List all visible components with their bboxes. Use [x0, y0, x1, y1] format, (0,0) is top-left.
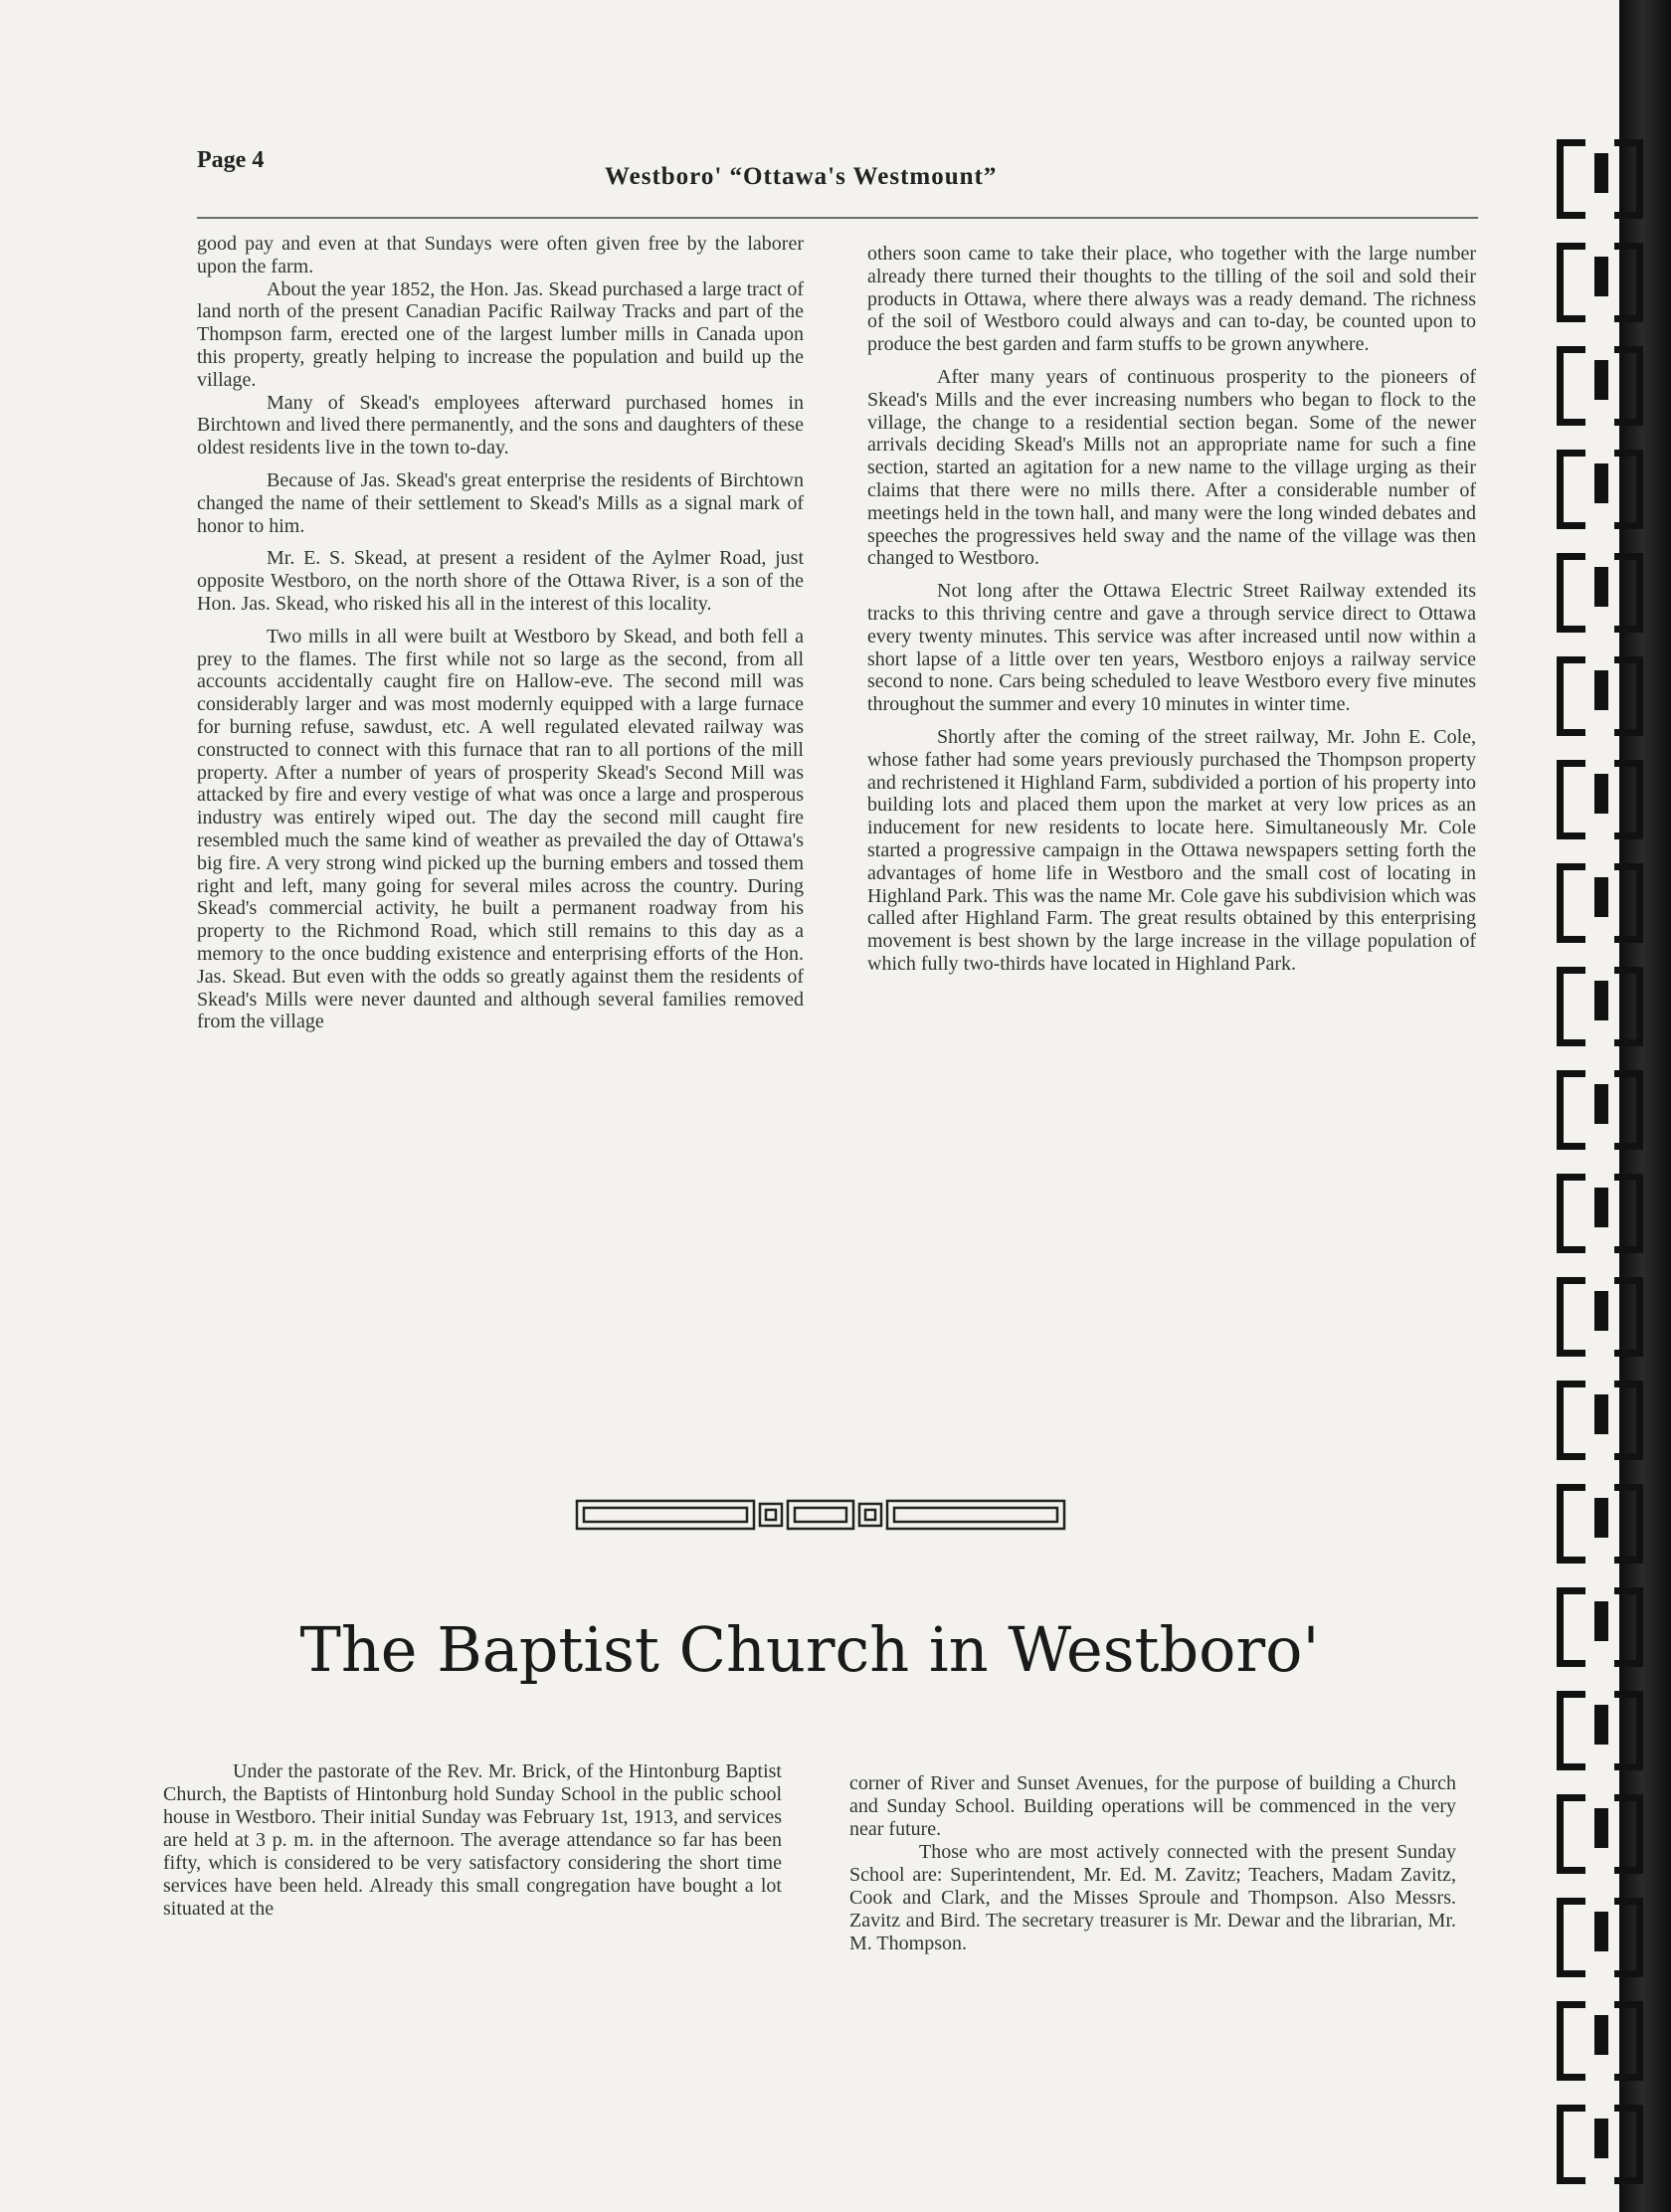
binding-ring-icon	[1557, 450, 1666, 515]
binding-ring-icon	[1557, 1898, 1666, 1963]
binding-ring-icon	[1557, 1794, 1666, 1860]
binding-ring-icon	[1557, 1484, 1666, 1550]
binding-ring-icon	[1557, 346, 1666, 412]
binding-ring-icon	[1557, 1277, 1666, 1343]
binding-ring-icon	[1557, 1070, 1666, 1136]
article-right-column	[867, 243, 1476, 976]
binding-ring-icon	[1557, 967, 1666, 1032]
page-header	[197, 147, 1480, 203]
paragraph: After many years of continuous prosperity to the pioneers of Skead's Mills and the ever increasing numbers who began to flock to the village, the change to a residential section began. Some of the newer arrivals deciding Skead's Mills not an appropriate name for such a fine section, started an agitation for a new name to the village urging as their claims that there were no mills there. After a considerable number of meetings held in the town hall, and many were the long winded debates and speeches the progressives held sway and the name of the village was then changed to Westboro.	[867, 365, 1476, 570]
ornament-divider-icon	[575, 1497, 1066, 1533]
paragraph: Not long after the Ottawa Electric Street Railway extended its tracks to this thriving centre and gave a through service direct to Ottawa every twenty minutes. This service was after increased until now within a short lapse of a little over ten years, Westboro enjoys a railway service second to none. Cars being scheduled to leave Westboro every five minutes throughout the summer and every 10 minutes in winter time.	[867, 580, 1476, 716]
binding-ring-icon	[1557, 553, 1666, 619]
paragraph: corner of River and Sunset Avenues, for the purpose of building a Church and Sunday School. Building operations will be commenced in the very near future.	[849, 1772, 1456, 1840]
section-left-column	[163, 1760, 782, 1921]
paragraph: Under the pastorate of the Rev. Mr. Brick, of the Hintonburg Baptist Church, the Baptists of Hintonburg hold Sunday School in the public school house in Westboro. Their initial Sunday was February 1st, 1913, and services are held at 3 p. m. in the afternoon. The average attendance so far has been fifty, which is considered to be very satisfactory considering the short time services have been held. Already this small congregation have bought a lot situated at the	[163, 1760, 782, 1920]
paragraph: Because of Jas. Skead's great enterprise the residents of Birchtown changed the name of their settlement to Skead's Mills as a signal mark of honor to him.	[197, 468, 804, 537]
running-title: Westboro' “Ottawa's Westmount”	[605, 163, 998, 190]
binding-ring-icon	[1557, 243, 1666, 308]
paragraph: Two mills in all were built at Westboro by Skead, and both fell a prey to the flames. The first while not so large as the second, from all accounts accidentally caught fire on Hallow-eve. The second mill was considerably larger and was most modernly equipped with a large furnace for burning refuse, sawdust, etc. A well regulated elevated railway was constructed to connect with this furnace that ran to all portions of the mill property. After a number of years of prosperity Skead's Second Mill was attacked by fire and every vestige of what was once a large and prosperous industry was entirely wiped out. The day the second mill caught fire resembled much the same kind of weather as prevailed the day of Ottawa's big fire. A very strong wind picked up the burning embers and tossed them right and left, many going for several miles across the country. During Skead's commercial activity, he built a permanent roadway from his property to the Richmond Road, which still remains to this day as a memory to the once budding existence and enterprising efforts of the Hon. Jas. Skead. But even with the odds so greatly against them the residents of Skead's Mills were never daunted and although several families removed from the village	[197, 625, 804, 1033]
article-left-column	[197, 233, 804, 1033]
binding-ring-icon	[1557, 2105, 1666, 2170]
binding-ring-icon	[1557, 1381, 1666, 1446]
header-divider	[197, 217, 1478, 219]
binding-ring-icon	[1557, 2001, 1666, 2067]
binding-ring-icon	[1557, 139, 1666, 205]
page-number: Page 4	[197, 147, 265, 173]
binding-ring-icon	[1557, 656, 1666, 722]
binding-ring-icon	[1557, 1691, 1666, 1756]
paragraph: Mr. E. S. Skead, at present a resident of the Aylmer Road, just opposite Westboro, on the north shore of the Ottawa River, is a son of the Hon. Jas. Skead, who risked his all in the interest of this locality.	[197, 547, 804, 615]
paragraph: good pay and even at that Sundays were often given free by the laborer upon the farm.	[197, 233, 804, 277]
section-right-column	[849, 1772, 1456, 1955]
binding-ring-icon	[1557, 1174, 1666, 1239]
section-title: The Baptist Church in Westboro'	[299, 1613, 1320, 1686]
paragraph: About the year 1852, the Hon. Jas. Skead purchased a large tract of land north of the present Canadian Pacific Railway Tracks and part of the Thompson farm, erected one of the largest lumber mills in Canada upon this property, greatly helping to increase the population and build up the village.	[197, 277, 804, 391]
binding-ring-icon	[1557, 1587, 1666, 1653]
binding-ring-icon	[1557, 760, 1666, 826]
paragraph: Those who are most actively connected with the present Sunday School are: Superintendent, Mr. Ed. M. Zavitz; Teachers, Madam Zavitz, Cook and Clark, and the Misses Sproule and Thompson. Also Messrs. Zavitz and Bird. The secretary treasurer is Mr. Dewar and the librarian, Mr. M. Thompson.	[849, 1841, 1456, 1954]
paragraph: Many of Skead's employees afterward purchased homes in Birchtown and lived there permanently, and the sons and daughters of these oldest residents live in the town to-day.	[197, 391, 804, 460]
binding-ring-icon	[1557, 863, 1666, 929]
paragraph: Shortly after the coming of the street railway, Mr. John E. Cole, whose father had some years previously purchased the Thompson property and rechristened it Highland Farm, subdivided a portion of his property into building lots and placed them upon the market at very low prices as an inducement for new residents to locate here. Simultaneously Mr. Cole started a progressive campaign in the Ottawa newspapers setting forth the advantages of home life in Westboro and the small cost of locating in Highland Park. This was the name Mr. Cole gave his subdivision which was called after Highland Farm. The great results obtained by this enterprising movement is best shown by the large increase in the village population of which fully two-thirds have located in Highland Park.	[867, 725, 1476, 975]
paragraph: others soon came to take their place, who together with the large number already there turned their thoughts to the tilling of the soil and sold their products in Ottawa, where there always was a ready demand. The richness of the soil of Westboro could always and can to-day, be counted upon to produce the best garden and farm stuffs to be grown anywhere.	[867, 243, 1476, 356]
